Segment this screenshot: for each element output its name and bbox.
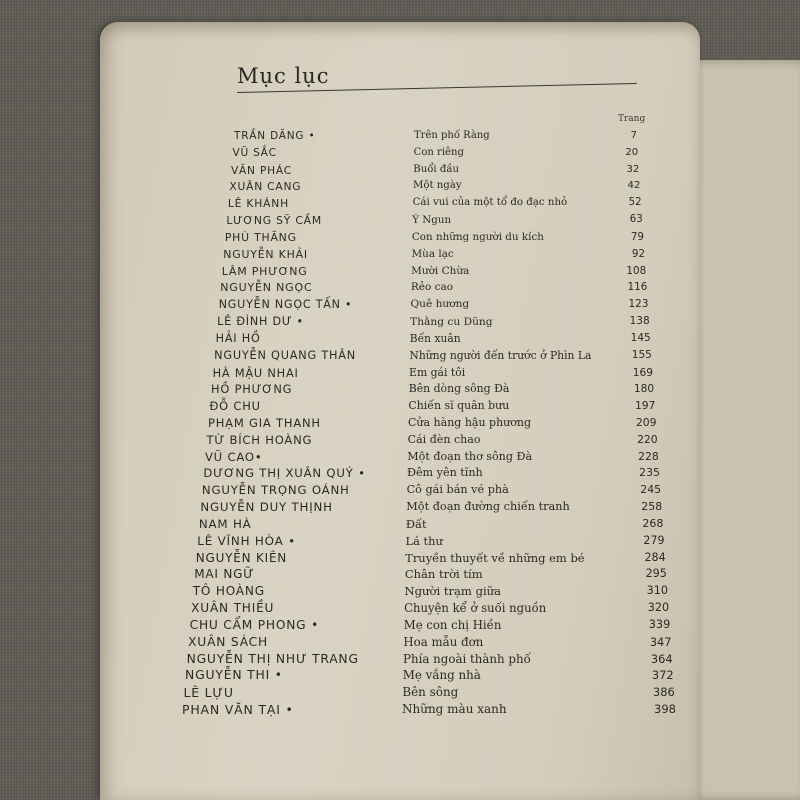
page-number: 7 — [630, 130, 637, 141]
work-title: Em gái tôi — [409, 365, 466, 379]
author-name: PHAN VĂN TẠI • — [182, 702, 294, 717]
author-name: LÊ KHÁNH — [227, 197, 289, 211]
work-title: Truyền thuyết về những em bé — [405, 550, 585, 565]
page-number: 258 — [641, 500, 663, 514]
author-name: LÂM PHƯƠNG — [221, 264, 308, 278]
author-name: DƯƠNG THỊ XUÂN QUÝ • — [203, 466, 366, 481]
work-title: Bên sông — [402, 685, 459, 700]
work-title: Một ngày — [412, 180, 462, 192]
work-title: Chuyện kể ở suối nguồn — [404, 601, 547, 616]
author-name: MAI NGỮ — [194, 567, 255, 582]
author-name: HÀ MẬU NHAI — [212, 365, 299, 380]
page-number: 245 — [640, 483, 662, 497]
author-name: NGUYỄN TRỌNG OÁNH — [201, 483, 350, 498]
author-name: HỒ PHƯƠNG — [211, 382, 293, 397]
page-number: 123 — [628, 298, 649, 311]
page-number: 209 — [635, 416, 657, 429]
page-number: 32 — [626, 163, 640, 175]
work-title: Trên phố Ràng — [414, 130, 490, 141]
author-name: NGUYỄN NGỌC — [220, 281, 313, 295]
page-number: 92 — [631, 247, 646, 260]
page-number: 398 — [654, 702, 676, 716]
page-number: 197 — [634, 399, 656, 413]
work-title: Bến xuân — [409, 331, 461, 345]
work-title: Chân trời tím — [404, 567, 483, 582]
page-number: 268 — [642, 516, 664, 530]
author-name: ĐỖ CHU — [209, 399, 261, 414]
author-name: LÊ ĐÌNH DƯ • — [217, 315, 304, 329]
page-number: 155 — [631, 348, 652, 361]
work-title: Buổi đầu — [413, 163, 460, 175]
work-title: Mùa lạc — [411, 247, 454, 260]
author-name: NGUYỄN NGỌC TẤN • — [218, 298, 353, 312]
page-number: 310 — [646, 584, 668, 598]
work-title: Rẻo cao — [410, 281, 454, 294]
author-name: NGUYỄN DUY THỊNH — [200, 500, 333, 515]
page-number: 108 — [626, 264, 647, 277]
author-name: VŨ CAO• — [204, 449, 263, 464]
work-title: Thằng cu Dũng — [410, 315, 493, 329]
page-number: 42 — [627, 180, 641, 192]
author-name: NGUYỄN QUANG THÂN — [214, 348, 356, 362]
work-title: Cô gái bán vé phà — [406, 483, 509, 497]
page-number: 364 — [650, 651, 673, 666]
page-number: 372 — [651, 668, 674, 683]
work-title: Đêm yên tĩnh — [406, 466, 483, 480]
work-title: Mười Chừa — [411, 264, 470, 277]
author-name: NGUYỄN KHẢI — [223, 247, 308, 261]
author-name: NGUYỄN THỊ NHƯ TRANG — [186, 651, 359, 666]
work-title: Mẹ vắng nhà — [402, 668, 481, 683]
page-number: 279 — [643, 533, 665, 547]
author-name: PHÙ THĂNG — [224, 230, 297, 244]
page-number: 339 — [648, 617, 671, 631]
work-title: Cửa hàng hậu phương — [408, 416, 532, 429]
work-title: Con những người du kích — [411, 230, 544, 243]
work-title: Quê hương — [410, 298, 470, 311]
work-title: Người trạm giữa — [404, 584, 502, 599]
author-name: LÊ VĨNH HÒA • — [197, 533, 296, 548]
work-title: Bên dòng sông Đà — [408, 382, 510, 396]
page-number: 320 — [647, 601, 670, 615]
author-name: XUÂN CANG — [229, 180, 302, 194]
author-name: TRẦN DĂNG • — [234, 130, 316, 142]
page-number: 180 — [633, 382, 655, 396]
work-title: Con riêng — [413, 146, 464, 158]
author-name: TÔ HOÀNG — [192, 584, 265, 599]
page-number: 228 — [638, 449, 659, 463]
page-number: 386 — [653, 685, 675, 700]
author-name: XUÂN SÁCH — [188, 634, 269, 649]
work-title: Một đoạn đường chiến tranh — [406, 500, 570, 514]
work-title: Cái vui của một tổ đo đạc nhỏ — [412, 197, 568, 209]
work-title: Cái đèn chao — [407, 432, 481, 446]
page-number: 347 — [649, 634, 672, 649]
page-number: 145 — [630, 331, 651, 344]
work-title: Những màu xanh — [402, 702, 507, 716]
page-number: 20 — [625, 146, 639, 158]
author-name: VĂN PHÁC — [230, 163, 293, 177]
work-title: Mẹ con chị Hiền — [403, 617, 502, 632]
author-name: VŨ SẮC — [232, 146, 277, 159]
work-title: Lá thư — [405, 533, 443, 548]
work-title: Đất — [405, 516, 427, 531]
page-number: 284 — [644, 550, 666, 564]
author-name: PHẠM GIA THANH — [208, 416, 321, 430]
page-number: 116 — [627, 281, 648, 294]
author-name: NGUYỄN KIÊN — [195, 550, 288, 565]
work-title: Một đoạn thơ sông Đà — [407, 449, 533, 463]
author-name: NGUYỄN THI • — [185, 668, 283, 683]
author-name: LÊ LỰU — [183, 685, 234, 701]
page-number: 63 — [629, 214, 643, 226]
page-number: 79 — [630, 230, 644, 243]
author-name: NAM HÀ — [198, 516, 252, 531]
page-number: 138 — [629, 315, 650, 328]
work-title: Chiến sĩ quân bưu — [408, 399, 510, 413]
work-title: Ý Ngun — [412, 214, 452, 227]
work-title: Hoa mẫu đơn — [403, 634, 484, 649]
work-title: Phía ngoài thành phố — [403, 651, 531, 666]
work-title: Những người đến trước ở Phìn La — [409, 348, 592, 362]
page-title: Mục lục — [237, 64, 330, 88]
author-name: XUÂN THIỀU — [191, 601, 275, 616]
author-name: TỪ BÍCH HOÀNG — [206, 432, 313, 447]
author-name: CHU CẨM PHONG • — [189, 617, 320, 632]
page-number: 169 — [632, 365, 654, 379]
author-name: HẢI HỒ — [215, 331, 261, 345]
page-number: 295 — [645, 567, 667, 581]
page-number: 220 — [637, 432, 658, 446]
page-number: 52 — [628, 197, 642, 209]
page-number: 235 — [639, 466, 660, 480]
page-column-label: Trang — [618, 114, 646, 124]
author-name: LƯƠNG SỸ CẦM — [226, 214, 322, 228]
